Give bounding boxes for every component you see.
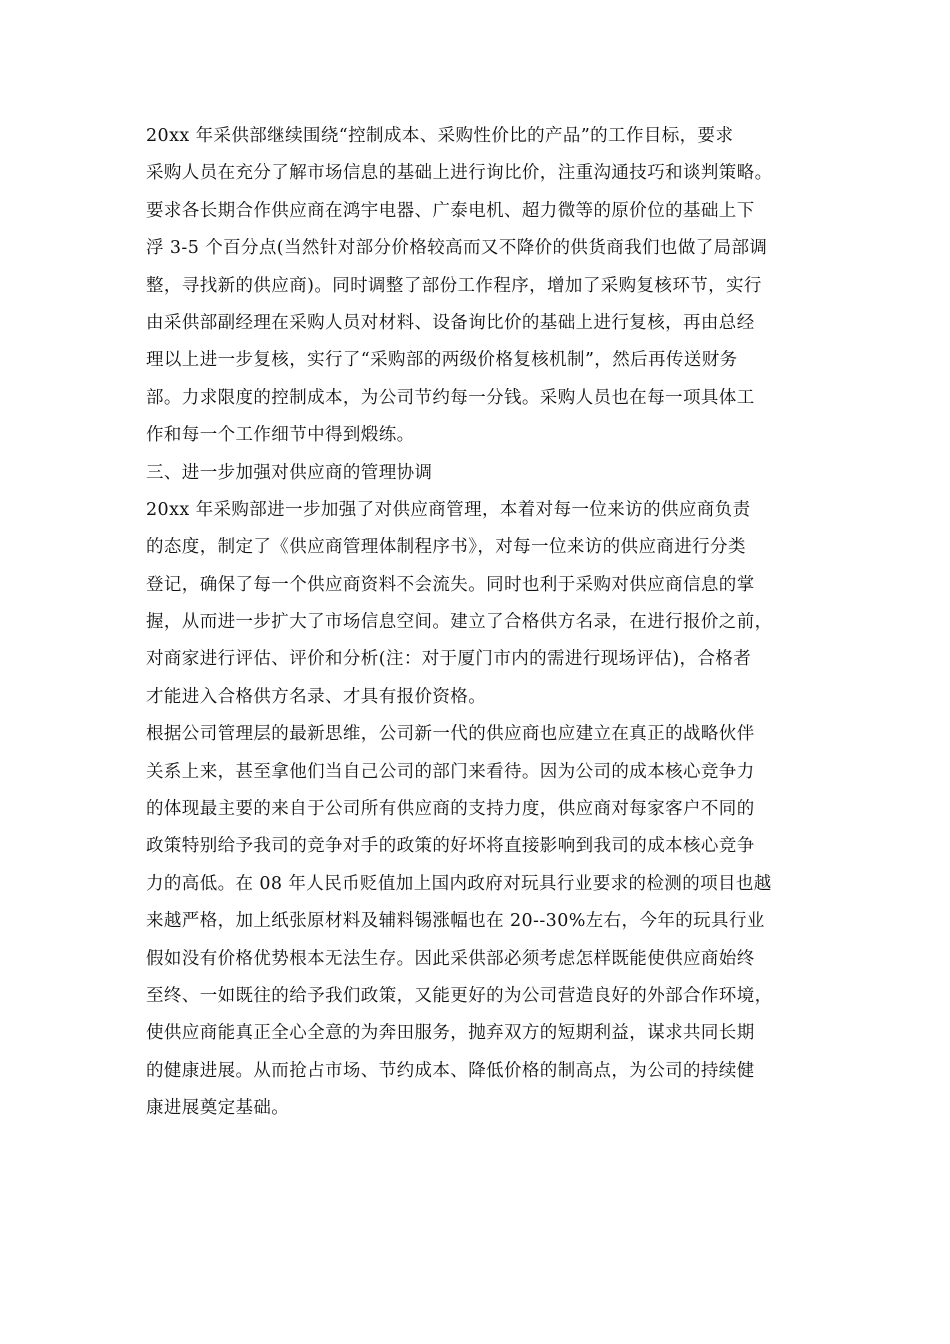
text-line: 要求各长期合作供应商在鸿宇电器、广泰电机、超力微等的原价位的基础上下	[146, 200, 755, 221]
text-line: 的态度，制定了《供应商管理体制程序书》，对每一位来访的供应商进行分类	[146, 537, 746, 558]
paragraph-cost-control	[146, 118, 806, 455]
section-heading	[146, 455, 806, 492]
text-line: 作和每一个工作细节中得到煅练。	[146, 425, 415, 446]
text-line: 20xx 年采购部进一步加强了对供应商管理，本着对每一位来访的供应商负责	[146, 499, 751, 520]
text-line: 握，从而进一步扩大了市场信息空间。建立了合格供方名录，在进行报价之前，	[146, 612, 773, 633]
text-line: 政策特别给予我司的竞争对手的政策的好坏将直接影响到我司的成本核心竞争	[146, 836, 755, 857]
text-line: 才能进入合格供方名录、才具有报价资格。	[146, 686, 487, 707]
text-line: 使供应商能真正全心全意的为奔田服务，抛弃双方的短期利益，谋求共同长期	[146, 1023, 755, 1044]
paragraph-strategic-partnership	[146, 716, 806, 1127]
text-line: 对商家进行评估、评价和分析(注：对于厦门市内的需进行现场评估)，合格者	[146, 649, 752, 670]
text-line: 登记，确保了每一个供应商资料不会流失。同时也利于采购对供应商信息的掌	[146, 574, 755, 595]
paragraph-supplier-management	[146, 492, 806, 716]
text-line: 根据公司管理层的最新思维，公司新一代的供应商也应建立在真正的战略伙伴	[146, 724, 755, 745]
text-line: 康进展奠定基础。	[146, 1098, 290, 1119]
text-line: 采购人员在充分了解市场信息的基础上进行询比价，注重沟通技巧和谈判策略。	[146, 163, 773, 184]
text-line: 由采供部副经理在采购人员对材料、设备询比价的基础上进行复核，再由总经	[146, 312, 755, 333]
text-line: 的健康进展。从而抢占市场、节约成本、降低价格的制高点，为公司的持续健	[146, 1060, 755, 1081]
text-line: 力的高低。在 08 年人民币贬值加上国内政府对玩具行业要求的检测的项目也越	[146, 873, 772, 894]
document-page	[146, 118, 806, 1128]
text-line: 至终、一如既往的给予我们政策，又能更好的为公司营造良好的外部合作环境，	[146, 985, 773, 1006]
text-line: 关系上来，甚至拿他们当自己公司的部门来看待。因为公司的成本核心竞争力	[146, 761, 755, 782]
text-line: 理以上进一步复核，实行了“采购部的两级价格复核机制”，然后再传送财务	[146, 350, 738, 371]
text-line: 部。力求限度的控制成本，为公司节约每一分钱。采购人员也在每一项具体工	[146, 387, 755, 408]
text-line: 20xx 年采供部继续围绕“控制成本、采购性价比的产品”的工作目标，要求	[146, 126, 734, 146]
text-line: 来越严格，加上纸张原材料及辅料锡涨幅也在 20--30%左右，今年的玩具行业	[146, 911, 765, 932]
text-line: 假如没有价格优势根本无法生存。因此采供部必须考虑怎样既能使供应商始终	[146, 948, 755, 969]
text-line: 浮 3-5 个百分点(当然针对部分价格较高而又不降价的供货商我们也做了局部调	[146, 238, 768, 259]
text-line: 的体现最主要的来自于公司所有供应商的支持力度，供应商对每家客户不同的	[146, 799, 755, 820]
heading-line: 三、进一步加强对供应商的管理协调	[146, 462, 433, 483]
text-line: 整，寻找新的供应商)。同时调整了部份工作程序，增加了采购复核环节，实行	[146, 275, 762, 296]
